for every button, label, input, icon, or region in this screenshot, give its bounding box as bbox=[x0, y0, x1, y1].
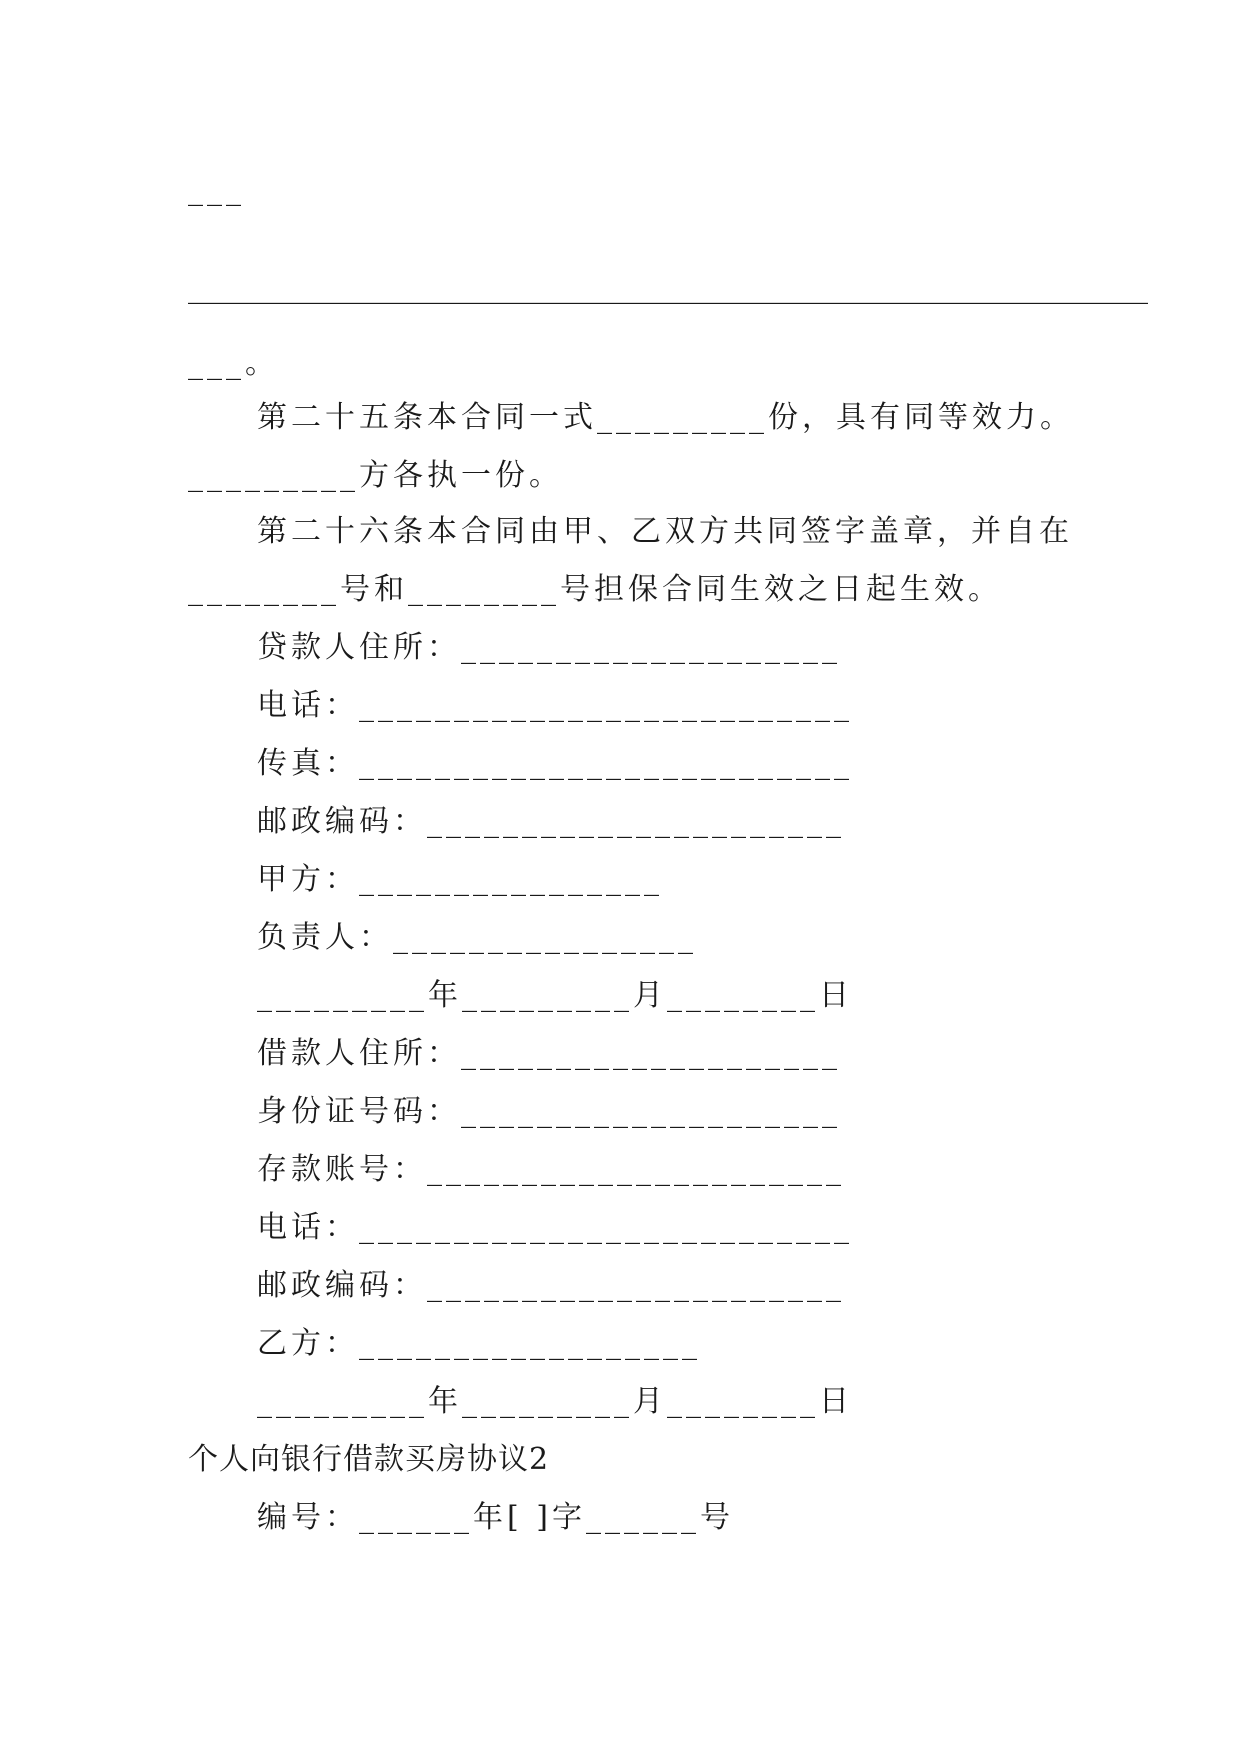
clause-26-continued: ________号和________号担保合同生效之日起生效。 bbox=[188, 572, 1002, 607]
clause-26: 第二十六条本合同由甲、乙双方共同签字盖章，并自在 bbox=[257, 514, 1073, 549]
party-a-date-field: _________年_________月________日 bbox=[257, 978, 853, 1013]
blank-line-long: ________________________________________________________________ bbox=[188, 270, 1148, 305]
borrower-address-field: 借款人住所：____________________ bbox=[257, 1036, 841, 1071]
lender-phone-field: 电话：__________________________ bbox=[257, 688, 853, 723]
clause-25-continued: _________方各执一份。 bbox=[188, 458, 563, 493]
party-b-field: 乙方：__________________ bbox=[257, 1326, 701, 1361]
deposit-account-field: 存款账号：______________________ bbox=[257, 1152, 845, 1187]
lender-postcode-field: 邮政编码：______________________ bbox=[257, 804, 845, 839]
party-a-field: 甲方：________________ bbox=[257, 862, 663, 897]
clause-25: 第二十五条本合同一式_________份，具有同等效力。 bbox=[257, 400, 1074, 435]
responsible-person-field: 负责人：________________ bbox=[257, 920, 697, 955]
agreement-number-field: 编号：______年[ ]字______号 bbox=[257, 1500, 734, 1535]
borrower-postcode-field: 邮政编码：______________________ bbox=[257, 1268, 845, 1303]
lender-address-field: 贷款人住所：____________________ bbox=[257, 630, 841, 665]
agreement-title: 个人向银行借款买房协议2 bbox=[188, 1442, 550, 1477]
lender-fax-field: 传真：__________________________ bbox=[257, 746, 853, 781]
blank-line-short: ___ bbox=[188, 172, 245, 207]
borrower-phone-field: 电话：__________________________ bbox=[257, 1210, 853, 1245]
id-number-field: 身份证号码：____________________ bbox=[257, 1094, 841, 1129]
party-b-date-field: _________年_________月________日 bbox=[257, 1384, 853, 1419]
blank-line-end: ___。 bbox=[188, 346, 279, 381]
